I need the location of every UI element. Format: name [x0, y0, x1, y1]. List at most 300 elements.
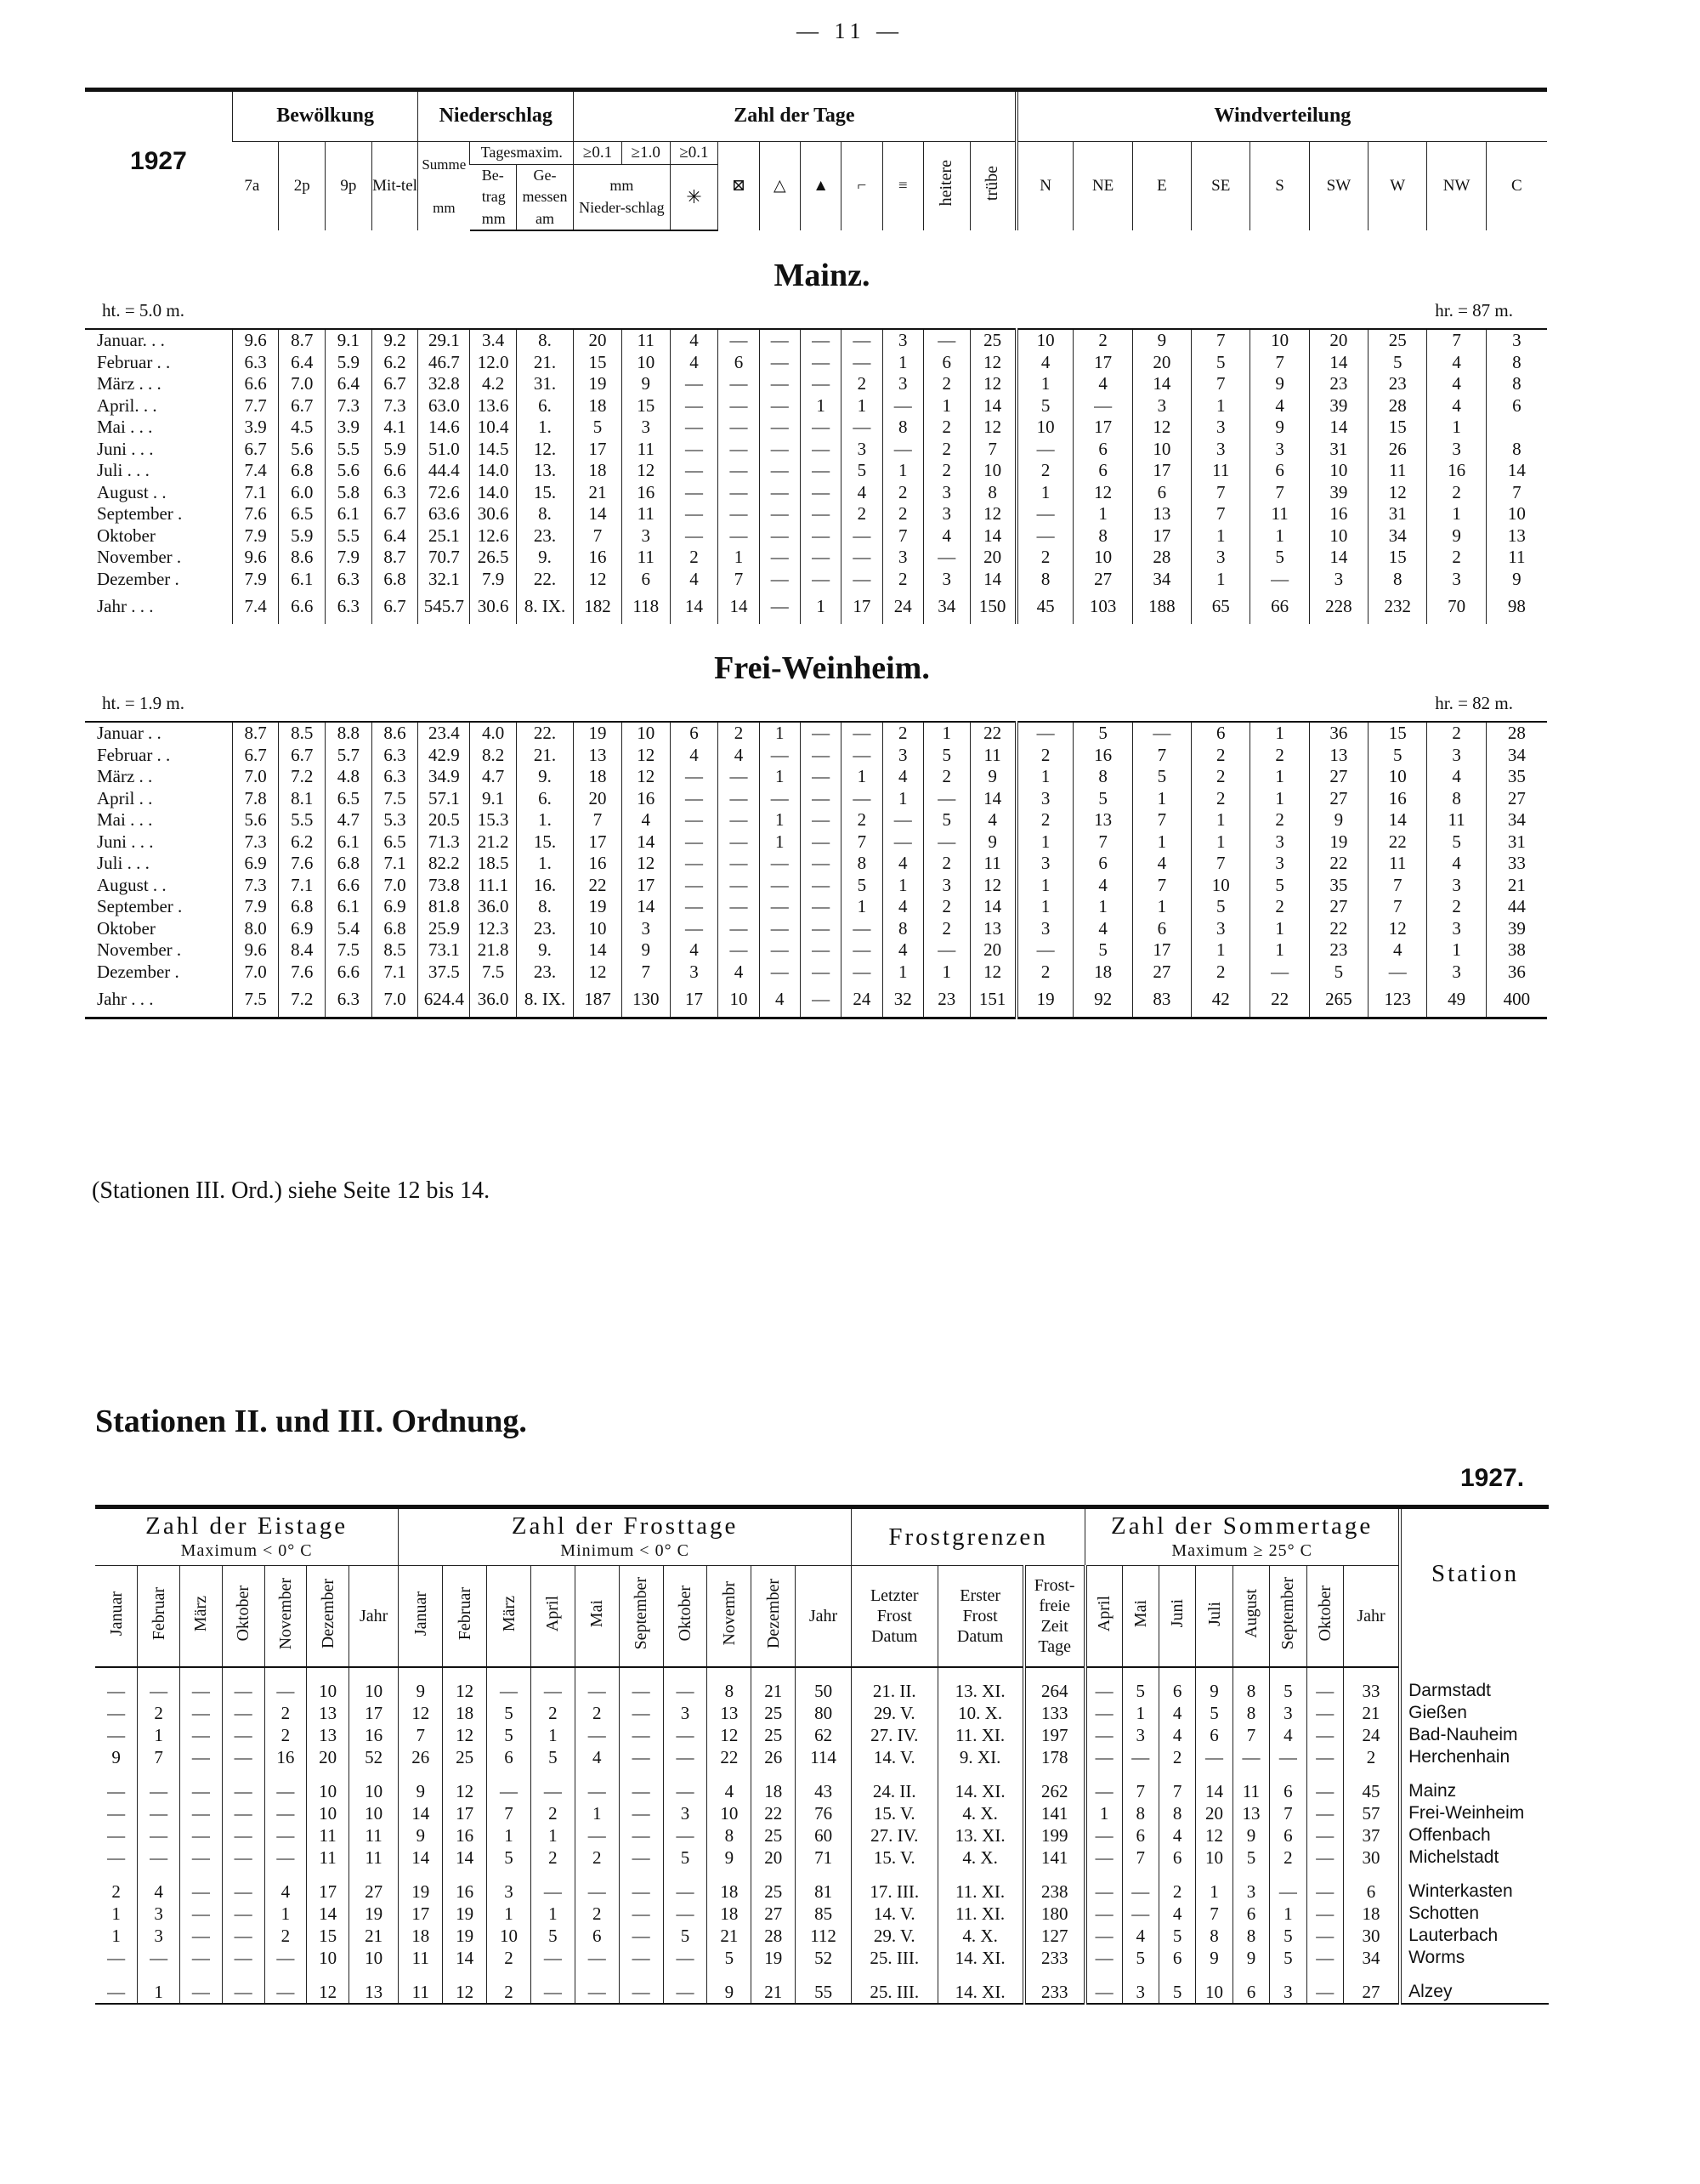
- data-row: [85, 352, 1547, 374]
- data-cell: 34: [1486, 745, 1547, 767]
- data-cell: 28: [751, 1925, 796, 1947]
- data-cell: —: [138, 1802, 180, 1824]
- data-cell: 10: [1196, 1969, 1232, 2004]
- data-cell: 2: [670, 547, 718, 569]
- data-cell: 23: [1368, 373, 1427, 395]
- data-cell: 8: [1232, 1925, 1269, 1947]
- data-cell: 1: [1192, 939, 1250, 962]
- data-cell: 6.4: [279, 352, 326, 374]
- data-cell: —: [670, 395, 718, 417]
- data-cell: 6.8: [279, 896, 326, 918]
- station-header-mainz: [85, 230, 1547, 329]
- jahr-cell: 14: [718, 590, 759, 624]
- data-cell: 31: [1368, 503, 1427, 525]
- data-cell: 7: [1159, 1768, 1195, 1802]
- data-cell: 3: [882, 745, 923, 767]
- data-cell: 17: [399, 1903, 443, 1925]
- data-cell: 10: [349, 1768, 399, 1802]
- data-cell: —: [800, 525, 841, 547]
- data-cell: 7.0: [371, 875, 418, 897]
- data-cell: 4: [670, 939, 718, 962]
- data-cell: 7: [1196, 1903, 1232, 1925]
- data-cell: 13: [1132, 503, 1191, 525]
- data-cell: 8.5: [279, 722, 326, 745]
- data-cell: 10: [349, 1947, 399, 1969]
- data-cell: 6.6: [326, 962, 372, 984]
- data-cell: 27: [1132, 962, 1191, 984]
- data-cell: —: [619, 1969, 663, 2004]
- data-cell: 3: [138, 1903, 180, 1925]
- data-cell: 2: [1427, 482, 1486, 504]
- group-windverteilung: Windverteilung: [1017, 90, 1547, 142]
- data-cell: 1: [1250, 525, 1309, 547]
- data-cell: —: [1306, 1925, 1343, 1947]
- data-cell: —: [1270, 1869, 1306, 1903]
- data-cell: 17: [307, 1869, 349, 1903]
- data-cell: 1: [1250, 722, 1309, 745]
- data-cell: 10: [307, 1947, 349, 1969]
- data-cell: 12: [443, 1724, 487, 1746]
- data-cell: —: [180, 1702, 223, 1724]
- data-cell: 7.3: [371, 395, 418, 417]
- jahr-cell: 24: [842, 983, 882, 1018]
- data-cell: —: [663, 1768, 707, 1802]
- data-cell: 1: [718, 547, 759, 569]
- data-cell: —: [759, 439, 800, 461]
- data-cell: 233: [1024, 1969, 1085, 2004]
- data-cell: 12: [970, 352, 1017, 374]
- data-cell: 10: [1196, 1846, 1232, 1869]
- data-cell: 9: [1427, 525, 1486, 547]
- data-cell: 12: [621, 745, 670, 767]
- data-cell: 8: [1232, 1702, 1269, 1724]
- data-cell: 22.: [516, 722, 573, 745]
- data-cell: 9: [111, 1747, 121, 1767]
- data-cell: 17: [621, 875, 670, 897]
- data-cell: —: [800, 831, 841, 854]
- col-betrag-label: Be-trag: [481, 166, 506, 205]
- data-cell: 5: [923, 809, 970, 831]
- data-cell: 7: [1192, 853, 1250, 875]
- data-cell: 1: [923, 962, 970, 984]
- data-cell: 4: [1427, 853, 1486, 875]
- jahr-cell: 30.6: [470, 590, 517, 624]
- data-cell: —: [759, 482, 800, 504]
- data-cell: —: [107, 1825, 126, 1846]
- data-cell: 1: [138, 1969, 180, 2004]
- data-row: [85, 745, 1547, 767]
- data-row: [85, 831, 1547, 854]
- data-cell: 11: [307, 1824, 349, 1846]
- data-cell: —: [718, 875, 759, 897]
- data-cell: 7.8: [232, 788, 279, 810]
- data-cell: 13: [307, 1724, 349, 1746]
- data-cell: 262: [1024, 1768, 1085, 1802]
- data-cell: 7: [1270, 1802, 1306, 1824]
- data-cell: —: [1306, 1768, 1343, 1802]
- data-cell: 42.9: [418, 745, 470, 767]
- jahr-cell: 188: [1132, 590, 1191, 624]
- data-cell: 3: [1250, 831, 1309, 854]
- data-cell: 2: [1159, 1869, 1195, 1903]
- data-cell: —: [923, 329, 970, 352]
- data-cell: 6.0: [279, 482, 326, 504]
- data-cell: 5: [1309, 962, 1368, 984]
- data-cell: 2: [923, 373, 970, 395]
- col-sym-graupel: ▲: [800, 142, 841, 231]
- data-cell: 2: [923, 766, 970, 788]
- climate-table-main: [85, 88, 1547, 1019]
- data-cell: 13: [1074, 809, 1132, 831]
- data-cell: 8: [1074, 525, 1132, 547]
- data-cell: 4.5: [279, 417, 326, 439]
- data-cell: 6.6: [371, 460, 418, 482]
- data-cell: 14. XI.: [938, 1947, 1024, 1969]
- data-cell: —: [1085, 1667, 1122, 1702]
- data-cell: —: [95, 1969, 138, 2004]
- jahr-cell: 7.2: [279, 983, 326, 1018]
- data-cell: 19: [349, 1903, 399, 1925]
- data-cell: —: [759, 939, 800, 962]
- data-cell: 5: [1270, 1925, 1306, 1947]
- data-cell: 18: [399, 1925, 443, 1947]
- data-cell: 12: [970, 875, 1017, 897]
- data-cell: 3: [1192, 918, 1250, 940]
- data-cell: 5.6: [326, 460, 372, 482]
- data-cell: 3: [1192, 547, 1250, 569]
- jahr-label: Jahr . . .: [97, 596, 154, 617]
- data-cell: —: [842, 547, 882, 569]
- group-zahl-der-tage: Zahl der Tage: [574, 90, 1017, 142]
- data-cell: 3: [1192, 417, 1250, 439]
- data-cell: 12: [621, 853, 670, 875]
- data-cell: —: [107, 1781, 126, 1801]
- data-cell: 6.6: [232, 373, 279, 395]
- data-cell: 7: [621, 962, 670, 984]
- data-cell: 2: [1427, 896, 1486, 918]
- data-cell: 23.: [516, 525, 573, 547]
- data-cell: 2: [1250, 809, 1309, 831]
- data-cell: 14: [1309, 417, 1368, 439]
- station-row: [95, 1925, 1549, 1947]
- data-cell: 4: [882, 939, 923, 962]
- station-name: Gießen: [1400, 1702, 1549, 1724]
- eis-col-label: Januar: [106, 1591, 126, 1637]
- data-cell: —: [800, 722, 841, 745]
- data-cell: —: [530, 1947, 575, 1969]
- data-cell: 15.: [516, 831, 573, 854]
- data-cell: 39: [1309, 395, 1368, 417]
- data-cell: —: [264, 1846, 307, 1869]
- station-row: [95, 1947, 1549, 1969]
- data-cell: 7: [1368, 896, 1427, 918]
- data-cell: 16: [1368, 788, 1427, 810]
- data-cell: —: [718, 939, 759, 962]
- col-mm: mm: [609, 177, 634, 195]
- data-cell: —: [180, 1969, 223, 2004]
- data-cell: 238: [1024, 1869, 1085, 1903]
- data-row: [85, 896, 1547, 918]
- frost-col-header: [487, 1566, 531, 1668]
- month-label: Juli . . .: [97, 853, 150, 873]
- data-cell: 2: [575, 1702, 619, 1724]
- data-cell: —: [663, 1947, 707, 1969]
- data-cell: 52: [796, 1947, 852, 1969]
- data-cell: 4.2: [470, 373, 517, 395]
- data-cell: 12: [443, 1667, 487, 1702]
- jahr-cell: 19: [1017, 983, 1074, 1018]
- data-cell: —: [530, 1667, 575, 1702]
- data-cell: —: [1017, 503, 1074, 525]
- col-betrag-unit: mm: [481, 209, 506, 227]
- data-cell: 27: [1343, 1969, 1400, 2004]
- data-cell: —: [222, 1746, 264, 1768]
- data-row: [85, 918, 1547, 940]
- data-cell: 14: [1132, 373, 1191, 395]
- data-cell: —: [800, 962, 841, 984]
- data-cell: 7: [1250, 352, 1309, 374]
- data-cell: 2: [923, 417, 970, 439]
- data-cell: 4: [1159, 1724, 1195, 1746]
- data-cell: 12: [1132, 417, 1191, 439]
- data-cell: 3: [1250, 853, 1309, 875]
- data-cell: 55: [796, 1969, 852, 2004]
- data-cell: 10: [970, 460, 1017, 482]
- data-cell: 4: [138, 1869, 180, 1903]
- data-cell: —: [800, 547, 841, 569]
- data-cell: —: [842, 962, 882, 984]
- data-cell: 6: [487, 1746, 531, 1768]
- data-cell: 23.: [516, 918, 573, 940]
- data-cell: 2: [1250, 745, 1309, 767]
- station-row: [95, 1702, 1549, 1724]
- data-cell: 7: [1122, 1846, 1159, 1869]
- data-cell: 6.4: [326, 373, 372, 395]
- data-cell: 2: [1017, 460, 1074, 482]
- data-cell: 9: [1486, 569, 1547, 591]
- data-cell: —: [222, 1925, 264, 1947]
- data-cell: —: [619, 1724, 663, 1746]
- data-cell: 28: [1486, 722, 1547, 745]
- data-cell: 12: [970, 373, 1017, 395]
- col-t10: ≥1.0: [621, 142, 670, 165]
- data-cell: —: [180, 1724, 223, 1746]
- data-cell: 4: [1074, 875, 1132, 897]
- data-cell: 10: [707, 1802, 751, 1824]
- data-cell: 10: [1486, 503, 1547, 525]
- data-cell: —: [619, 1846, 663, 1869]
- data-cell: —: [1085, 1846, 1122, 1869]
- data-cell: 10: [1074, 547, 1132, 569]
- data-cell: —: [138, 1824, 180, 1846]
- data-cell: 8.1: [279, 788, 326, 810]
- data-cell: 26.5: [470, 547, 517, 569]
- data-cell: —: [663, 1667, 707, 1702]
- col-9p: 9p: [326, 142, 372, 231]
- data-cell: 2: [264, 1925, 307, 1947]
- data-cell: 2: [923, 896, 970, 918]
- data-cell: 8: [1368, 569, 1427, 591]
- data-cell: —: [1250, 962, 1309, 984]
- station-name: Alzey: [1400, 1969, 1549, 2004]
- data-cell: 4: [1270, 1724, 1306, 1746]
- data-cell: 7.6: [279, 853, 326, 875]
- data-cell: —: [180, 1746, 223, 1768]
- data-cell: 22: [1309, 918, 1368, 940]
- data-cell: 5: [1270, 1667, 1306, 1702]
- data-cell: 11: [1232, 1768, 1269, 1802]
- data-cell: —: [1368, 962, 1427, 984]
- data-cell: 9.: [516, 547, 573, 569]
- data-cell: 4: [264, 1869, 307, 1903]
- data-cell: —: [718, 482, 759, 504]
- data-cell: —: [718, 395, 759, 417]
- data-cell: —: [923, 939, 970, 962]
- data-cell: 141: [1024, 1802, 1085, 1824]
- data-cell: 4: [670, 329, 718, 352]
- data-cell: —: [138, 1947, 180, 1969]
- frost-col-header: Jahr: [796, 1566, 852, 1668]
- data-cell: —: [800, 460, 841, 482]
- data-cell: 44.4: [418, 460, 470, 482]
- month-label: Januar. . .: [85, 329, 232, 352]
- data-cell: 4: [670, 745, 718, 767]
- data-cell: 4: [1427, 395, 1486, 417]
- data-cell: 39: [1309, 482, 1368, 504]
- jahr-cell: 42: [1192, 983, 1250, 1018]
- data-cell: 21: [751, 1667, 796, 1702]
- data-cell: —: [800, 939, 841, 962]
- data-cell: 10: [307, 1667, 349, 1702]
- data-cell: —: [222, 1869, 264, 1903]
- data-cell: 6.1: [279, 569, 326, 591]
- data-cell: 31: [1309, 439, 1368, 461]
- data-cell: 21: [707, 1925, 751, 1947]
- data-cell: 6.5: [326, 788, 372, 810]
- data-cell: 6: [1232, 1969, 1269, 2004]
- jahr-cell: 10: [718, 983, 759, 1018]
- data-cell: 6.1: [326, 503, 372, 525]
- data-cell: 23.: [516, 962, 573, 984]
- data-cell: —: [264, 1768, 307, 1802]
- data-cell: 9: [399, 1667, 443, 1702]
- data-cell: 18: [443, 1702, 487, 1724]
- col-heitere: [923, 142, 970, 231]
- station-name: Worms: [1400, 1947, 1549, 1969]
- data-cell: 70.7: [418, 547, 470, 569]
- data-cell: 7: [1192, 373, 1250, 395]
- data-cell: 1: [487, 1824, 531, 1846]
- data-cell: 1: [111, 1926, 121, 1946]
- data-cell: 7.5: [470, 962, 517, 984]
- data-cell: 8: [1122, 1802, 1159, 1824]
- col-sym-fog: ≡: [882, 142, 923, 231]
- data-cell: 15. V.: [851, 1802, 938, 1824]
- data-cell: 13.6: [470, 395, 517, 417]
- data-cell: —: [670, 766, 718, 788]
- data-cell: 45: [1343, 1768, 1400, 1802]
- group-frosttage-sub: Minimum < 0° C: [560, 1541, 689, 1560]
- col-tagesmax: Tagesmaxim.: [470, 142, 574, 165]
- data-cell: 85: [796, 1903, 852, 1925]
- data-cell: —: [1132, 722, 1191, 745]
- data-cell: —: [1196, 1746, 1232, 1768]
- data-cell: —: [663, 1903, 707, 1925]
- data-cell: —: [800, 439, 841, 461]
- data-cell: —: [180, 1903, 223, 1925]
- data-cell: —: [842, 525, 882, 547]
- data-cell: 6.1: [326, 831, 372, 854]
- station-name: Lauterbach: [1400, 1925, 1549, 1947]
- data-cell: 2: [1427, 722, 1486, 745]
- group-frosttage: [399, 1507, 852, 1566]
- data-cell: 9.6: [232, 329, 279, 352]
- data-cell: —: [264, 1947, 307, 1969]
- data-cell: 27: [1486, 788, 1547, 810]
- station-hr: hr. = 82 m.: [1435, 692, 1513, 713]
- data-cell: 6: [1122, 1824, 1159, 1846]
- data-row: [85, 395, 1547, 417]
- data-cell: —: [107, 1681, 126, 1701]
- data-cell: —: [663, 1824, 707, 1846]
- data-cell: 20.5: [418, 809, 470, 831]
- jahr-cell: 228: [1309, 590, 1368, 624]
- data-cell: 32.8: [418, 373, 470, 395]
- data-cell: 1.: [516, 853, 573, 875]
- data-cell: —: [619, 1702, 663, 1724]
- data-cell: 2: [264, 1724, 307, 1746]
- data-cell: 17: [443, 1802, 487, 1824]
- data-cell: 2: [842, 503, 882, 525]
- data-row: [85, 525, 1547, 547]
- data-cell: 5: [1017, 395, 1074, 417]
- data-cell: 1: [882, 460, 923, 482]
- data-cell: 34: [1368, 525, 1427, 547]
- data-cell: 12: [970, 962, 1017, 984]
- data-cell: 5: [1074, 722, 1132, 745]
- data-cell: 6: [1159, 1947, 1195, 1969]
- data-cell: 10: [621, 722, 670, 745]
- data-cell: —: [222, 1768, 264, 1802]
- data-cell: 19: [443, 1903, 487, 1925]
- data-cell: 8.8: [326, 722, 372, 745]
- month-label: September .: [97, 896, 183, 916]
- data-cell: —: [800, 896, 841, 918]
- data-cell: 15.: [516, 482, 573, 504]
- data-cell: 18: [707, 1903, 751, 1925]
- data-cell: 3: [1017, 918, 1074, 940]
- data-cell: 15: [1368, 547, 1427, 569]
- col-snow: ✳: [670, 164, 718, 230]
- data-cell: 15: [621, 395, 670, 417]
- data-cell: 1: [575, 1802, 619, 1824]
- data-cell: 2: [487, 1947, 531, 1969]
- data-cell: 18: [574, 766, 622, 788]
- data-cell: 197: [1024, 1724, 1085, 1746]
- data-cell: 17: [1074, 417, 1132, 439]
- data-cell: 23: [1309, 373, 1368, 395]
- table1-year: 1927: [85, 90, 232, 231]
- data-cell: 4: [1159, 1903, 1195, 1925]
- data-cell: 20: [1196, 1802, 1232, 1824]
- data-cell: 12: [443, 1768, 487, 1802]
- data-cell: —: [619, 1802, 663, 1824]
- data-cell: 7: [138, 1746, 180, 1768]
- data-cell: 1: [530, 1903, 575, 1925]
- data-cell: 7.1: [232, 482, 279, 504]
- data-cell: 14: [621, 831, 670, 854]
- data-cell: 13. XI.: [938, 1667, 1024, 1702]
